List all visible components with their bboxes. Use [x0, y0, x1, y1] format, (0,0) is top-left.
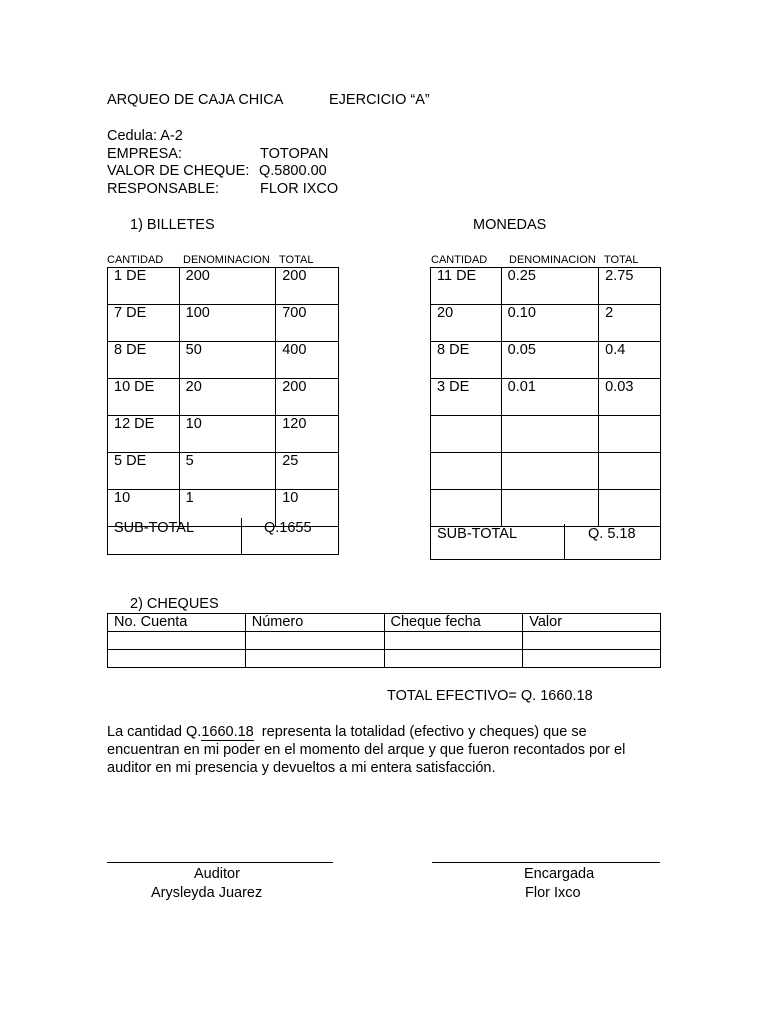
coins-cell-cantidad [431, 416, 502, 453]
bills-cell-total: 10 [276, 490, 339, 527]
statement-line-1 [107, 724, 587, 741]
coins-cell-total: 2.75 [599, 268, 661, 305]
bills-cell-cantidad: 7 DE [108, 305, 180, 342]
coins-subtotal-label: SUB-TOTAL [437, 526, 518, 542]
coins-row [431, 416, 661, 453]
cheques-col-numero: Número [245, 614, 384, 632]
coins-cell-denominacion: 0.10 [501, 305, 599, 342]
coins-cell-denominacion: 0.05 [501, 342, 599, 379]
statement-line-3: auditor en mi presencia y devueltos a mi entera satisfacción. [107, 760, 496, 776]
statement-prefix: La cantidad Q. [107, 724, 202, 740]
bills-cell-total: 120 [276, 416, 339, 453]
coins-col-total: TOTAL [604, 254, 639, 266]
encargada-signature-line [432, 862, 660, 863]
cheques-col-valor: Valor [523, 614, 661, 632]
bills-cell-total: 700 [276, 305, 339, 342]
coins-cell-denominacion [501, 416, 599, 453]
coins-table [430, 267, 661, 527]
auditor-role: Auditor [194, 866, 240, 882]
bills-heading: 1) BILLETES [130, 217, 215, 233]
coins-cell-denominacion: 0.01 [501, 379, 599, 416]
auditor-name: Arysleyda Juarez [151, 885, 263, 901]
coins-row [431, 305, 661, 342]
coins-cell-total: 0.03 [599, 379, 661, 416]
cheques-table [107, 613, 661, 668]
exercise-label: EJERCICIO “A” [329, 92, 430, 108]
responsable-value: FLOR IXCO [260, 181, 339, 197]
coins-row [431, 342, 661, 379]
statement-line-1-rest: representa la totalidad (efectivo y cheques) que se [253, 724, 587, 740]
cheque-value: Q.5800.00 [259, 163, 327, 179]
bills-subtotal-row [107, 518, 339, 555]
cheques-col-cuenta: No. Cuenta [108, 614, 246, 632]
bills-col-denominacion: DENOMINACION [183, 254, 270, 266]
responsable-label: RESPONSABLE: [107, 181, 220, 197]
bills-cell-denominacion: 50 [179, 342, 276, 379]
cedula-text: Cedula: A-2 [107, 128, 183, 144]
bills-table [107, 267, 339, 527]
coins-cell-cantidad: 20 [431, 305, 502, 342]
bills-cell-total: 400 [276, 342, 339, 379]
bills-row [108, 379, 339, 416]
encargada-role: Encargada [524, 866, 595, 882]
auditor-signature-line [107, 862, 333, 863]
bills-subtotal-value: Q.1655 [264, 520, 312, 536]
bills-cell-cantidad: 8 DE [108, 342, 180, 379]
bills-cell-total: 25 [276, 453, 339, 490]
bills-row [108, 342, 339, 379]
bills-row [108, 268, 339, 305]
bills-cell-denominacion: 1 [179, 490, 276, 527]
coins-cell-cantidad [431, 490, 502, 527]
coins-cell-total [599, 453, 661, 490]
coins-cell-cantidad: 11 DE [431, 268, 502, 305]
document-title: ARQUEO DE CAJA CHICA [107, 92, 284, 108]
bills-col-total: TOTAL [279, 254, 314, 266]
cheque-value-label: VALOR DE CHEQUE: [107, 163, 250, 179]
bills-cell-cantidad: 10 DE [108, 379, 180, 416]
total-efectivo: TOTAL EFECTIVO= Q. 1660.18 [387, 688, 593, 704]
coins-subtotal-row [430, 524, 661, 560]
coins-cell-cantidad [431, 453, 502, 490]
cheques-empty-row [108, 632, 661, 650]
bills-cell-denominacion: 200 [179, 268, 276, 305]
coins-row [431, 490, 661, 527]
coins-row [431, 379, 661, 416]
bills-col-cantidad: CANTIDAD [107, 254, 164, 266]
bills-cell-denominacion: 10 [179, 416, 276, 453]
cheques-col-fecha: Cheque fecha [384, 614, 523, 632]
bills-row [108, 305, 339, 342]
coins-col-denominacion: DENOMINACION [509, 254, 596, 266]
empresa-value: TOTOPAN [260, 146, 329, 162]
coins-heading: MONEDAS [473, 217, 547, 233]
bills-row [108, 416, 339, 453]
coins-cell-denominacion: 0.25 [501, 268, 599, 305]
bills-cell-cantidad: 12 DE [108, 416, 180, 453]
encargada-name: Flor Ixco [525, 885, 581, 901]
empresa-label: EMPRESA: [107, 146, 182, 162]
bills-cell-cantidad: 10 [108, 490, 180, 527]
coins-subtotal-value: Q. 5.18 [588, 526, 636, 542]
coins-col-cantidad: CANTIDAD [431, 254, 488, 266]
coins-cell-cantidad: 3 DE [431, 379, 502, 416]
statement-amount: 1660.18 [201, 724, 254, 740]
bills-cell-denominacion: 20 [179, 379, 276, 416]
cheques-heading: 2) CHEQUES [130, 596, 219, 612]
coins-cell-total [599, 490, 661, 527]
bills-cell-cantidad: 1 DE [108, 268, 180, 305]
coins-cell-total: 0.4 [599, 342, 661, 379]
bills-cell-cantidad: 5 DE [108, 453, 180, 490]
statement-line-2: encuentran en mi poder en el momento del arque y que fueron recontados por el [107, 742, 626, 758]
bills-cell-denominacion: 100 [179, 305, 276, 342]
coins-cell-denominacion [501, 490, 599, 527]
bills-subtotal-label: SUB-TOTAL [114, 520, 195, 536]
bills-cell-total: 200 [276, 379, 339, 416]
coins-row [431, 453, 661, 490]
coins-cell-denominacion [501, 453, 599, 490]
bills-cell-total: 200 [276, 268, 339, 305]
bills-cell-denominacion: 5 [179, 453, 276, 490]
coins-cell-total: 2 [599, 305, 661, 342]
cheques-empty-row [108, 650, 661, 668]
coins-cell-cantidad: 8 DE [431, 342, 502, 379]
bills-row [108, 453, 339, 490]
coins-cell-total [599, 416, 661, 453]
coins-row [431, 268, 661, 305]
